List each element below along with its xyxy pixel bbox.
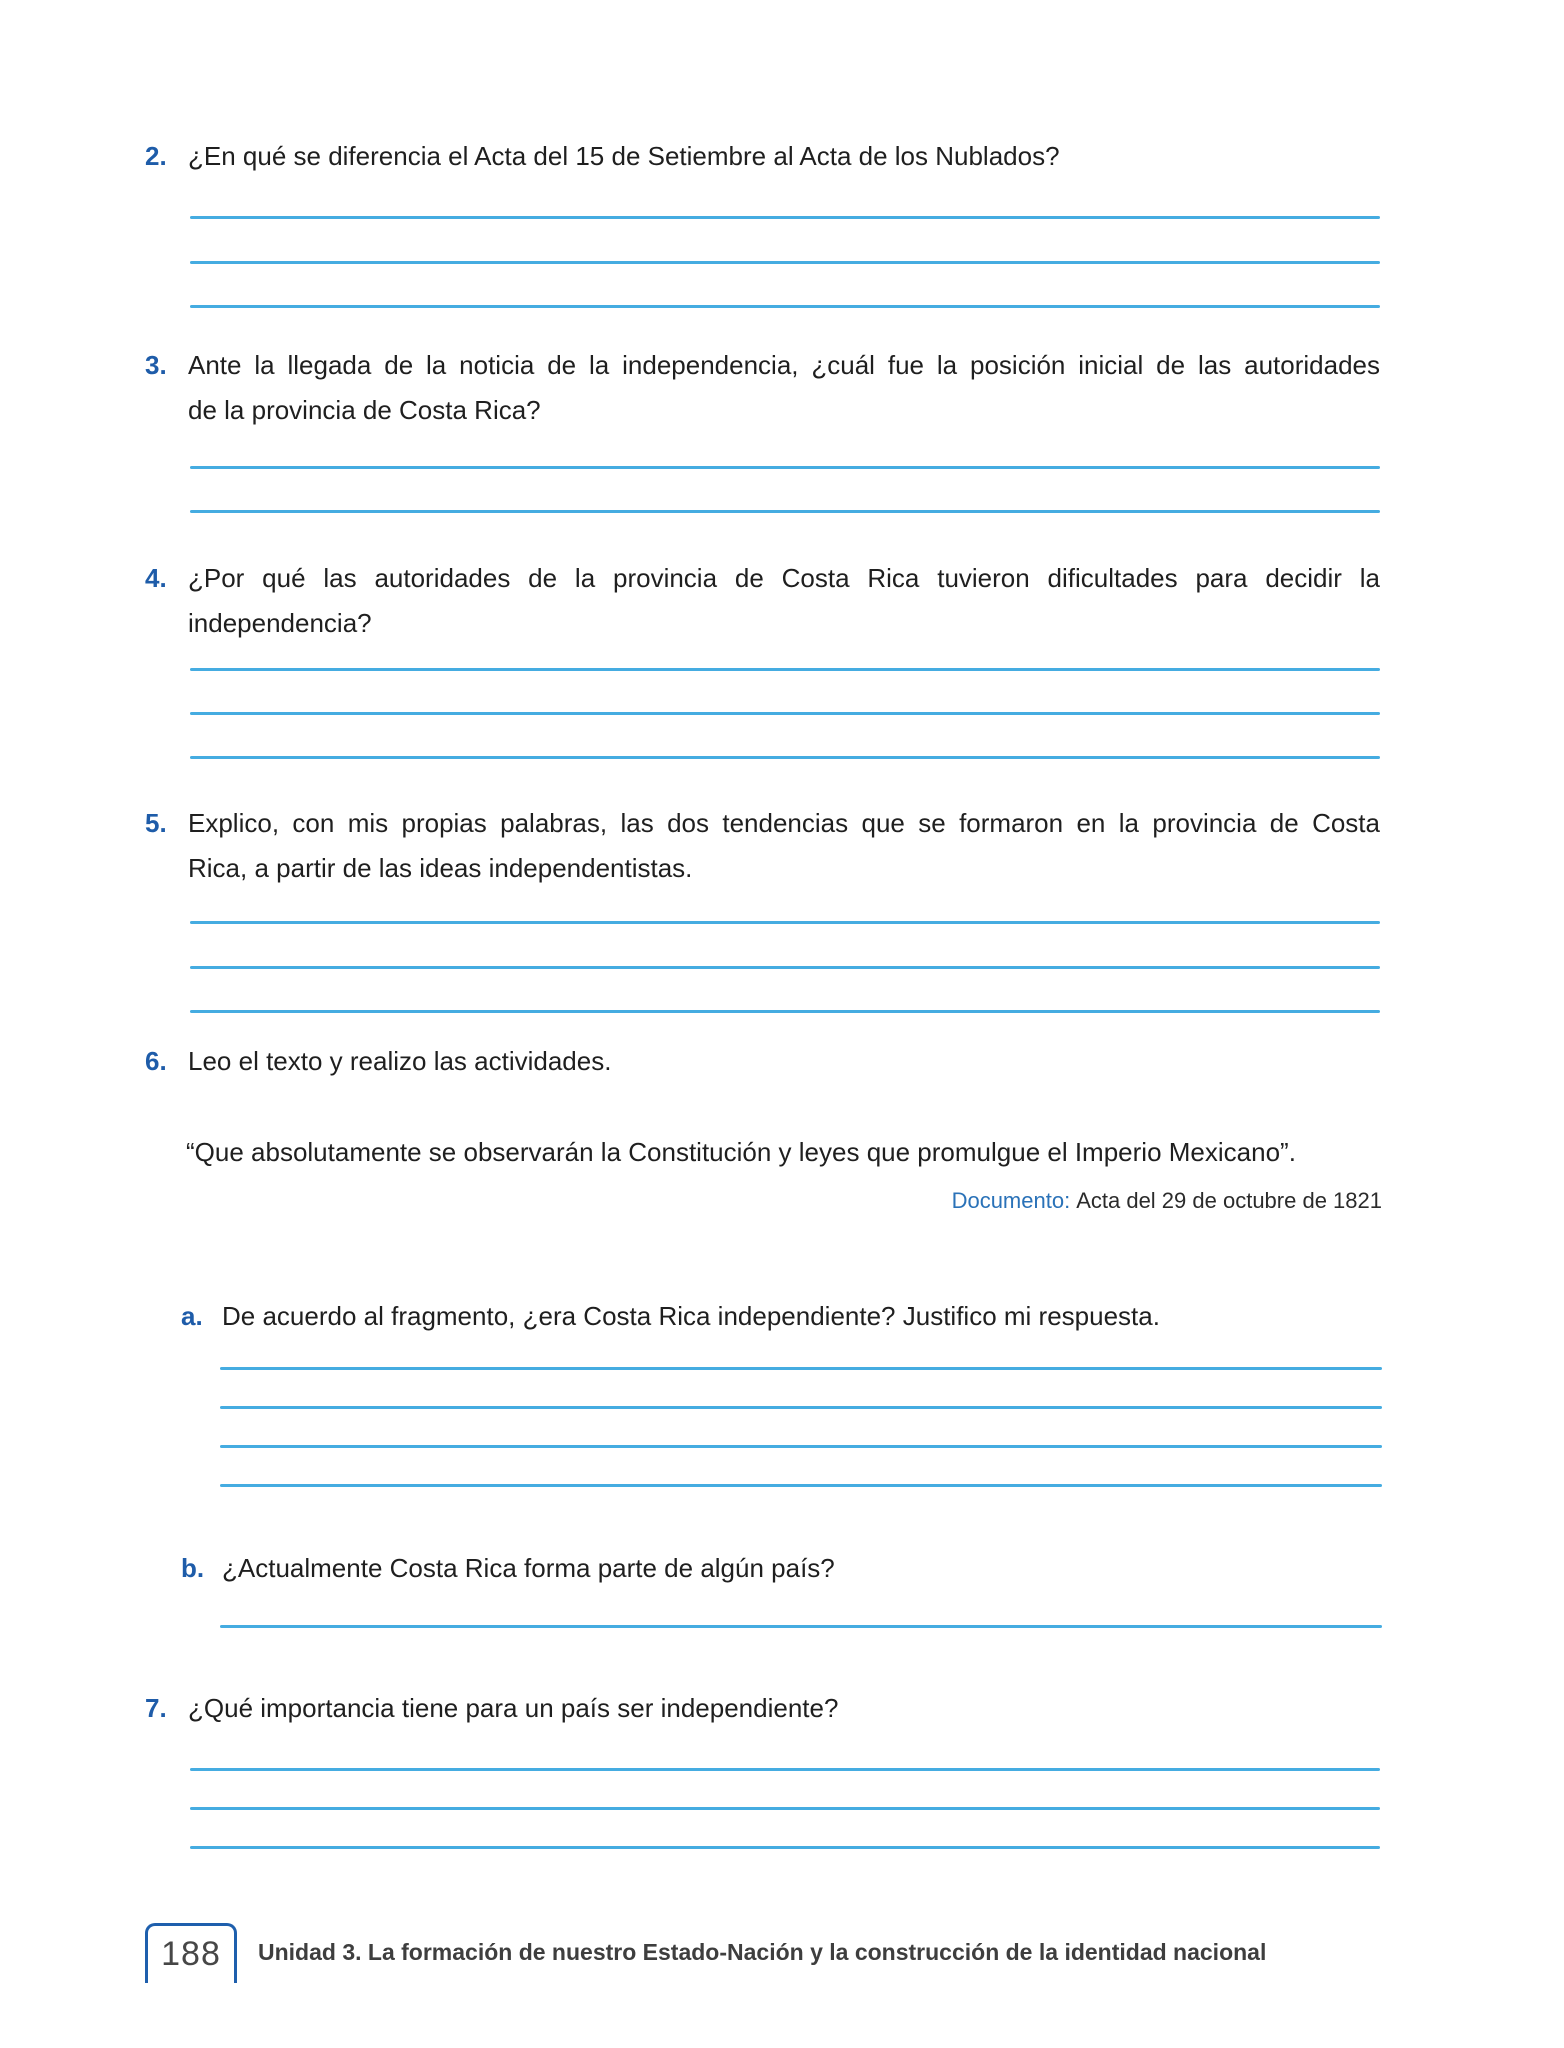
page-number: 188 bbox=[161, 1935, 221, 1973]
question-3 bbox=[145, 343, 1380, 433]
answer-line bbox=[220, 1625, 1382, 1628]
question-4 bbox=[145, 556, 1380, 646]
question-6-text: Leo el texto y realizo las actividades. bbox=[188, 1046, 612, 1076]
source-label: Documento: bbox=[951, 1188, 1071, 1213]
answer-line bbox=[190, 1768, 1380, 1771]
question-7-number: 7. bbox=[145, 1693, 167, 1723]
question-4-text-line-2: independencia? bbox=[188, 608, 372, 638]
question-6-number: 6. bbox=[145, 1046, 167, 1076]
answer-line bbox=[190, 466, 1380, 469]
quote-text: “Que absolutamente se observarán la Constitución y leyes que promulgue el Imperio Mexicano”. bbox=[186, 1137, 1296, 1167]
answer-line bbox=[190, 1846, 1380, 1849]
question-4-text bbox=[188, 556, 1380, 646]
answer-line bbox=[190, 1010, 1380, 1013]
sub-question-a-text: De acuerdo al fragmento, ¿era Costa Rica independiente? Justifico mi respuesta. bbox=[222, 1301, 1160, 1331]
question-5-number: 5. bbox=[145, 808, 167, 838]
answer-line bbox=[220, 1484, 1382, 1487]
answer-line bbox=[190, 261, 1380, 264]
question-4-text-line-1: ¿Por qué las autoridades de la provincia de Costa Rica tuvieron dificultades para decidir la bbox=[188, 563, 1380, 593]
question-4-number: 4. bbox=[145, 563, 167, 593]
answer-line bbox=[190, 966, 1380, 969]
answer-line bbox=[190, 305, 1380, 308]
document-source bbox=[952, 1186, 1382, 1216]
source-value: Acta del 29 de octubre de 1821 bbox=[1076, 1188, 1382, 1213]
sub-question-a bbox=[181, 1294, 1382, 1339]
answer-line bbox=[190, 510, 1380, 513]
answer-line bbox=[190, 921, 1380, 924]
question-3-text-line-2: de la provincia de Costa Rica? bbox=[188, 395, 541, 425]
question-5 bbox=[145, 801, 1380, 891]
answer-line bbox=[220, 1367, 1382, 1370]
question-3-text-line-1: Ante la llegada de la noticia de la independencia, ¿cuál fue la posición inicial de las autoridades bbox=[188, 350, 1380, 380]
answer-line bbox=[190, 1807, 1380, 1810]
question-5-text bbox=[188, 801, 1380, 891]
footer-unit-title: Unidad 3. La formación de nuestro Estado-Nación y la construcción de la identidad nacional bbox=[258, 1939, 1267, 1965]
question-6 bbox=[145, 1039, 1380, 1084]
answer-line bbox=[190, 756, 1380, 759]
question-5-text-line-1: Explico, con mis propias palabras, las dos tendencias que se formaron en la provincia de Costa bbox=[188, 808, 1380, 838]
question-5-text-line-2: Rica, a partir de las ideas independentistas. bbox=[188, 853, 693, 883]
answer-line bbox=[190, 712, 1380, 715]
question-7-text: ¿Qué importancia tiene para un país ser independiente? bbox=[188, 1693, 839, 1723]
sub-question-b-text: ¿Actualmente Costa Rica forma parte de algún país? bbox=[222, 1553, 835, 1583]
answer-line bbox=[190, 668, 1380, 671]
question-2-number: 2. bbox=[145, 141, 167, 171]
answer-line bbox=[190, 216, 1380, 219]
sub-question-b-letter: b. bbox=[181, 1553, 205, 1583]
sub-question-b bbox=[181, 1546, 1382, 1591]
question-2-text: ¿En qué se diferencia el Acta del 15 de Setiembre al Acta de los Nublados? bbox=[188, 141, 1060, 171]
question-2 bbox=[145, 134, 1380, 179]
sub-question-a-letter: a. bbox=[181, 1301, 203, 1331]
page-number-box bbox=[145, 1923, 237, 1983]
answer-line bbox=[220, 1445, 1382, 1448]
answer-line bbox=[220, 1406, 1382, 1409]
question-3-text bbox=[188, 343, 1380, 433]
question-7 bbox=[145, 1686, 1380, 1731]
question-3-number: 3. bbox=[145, 350, 167, 380]
